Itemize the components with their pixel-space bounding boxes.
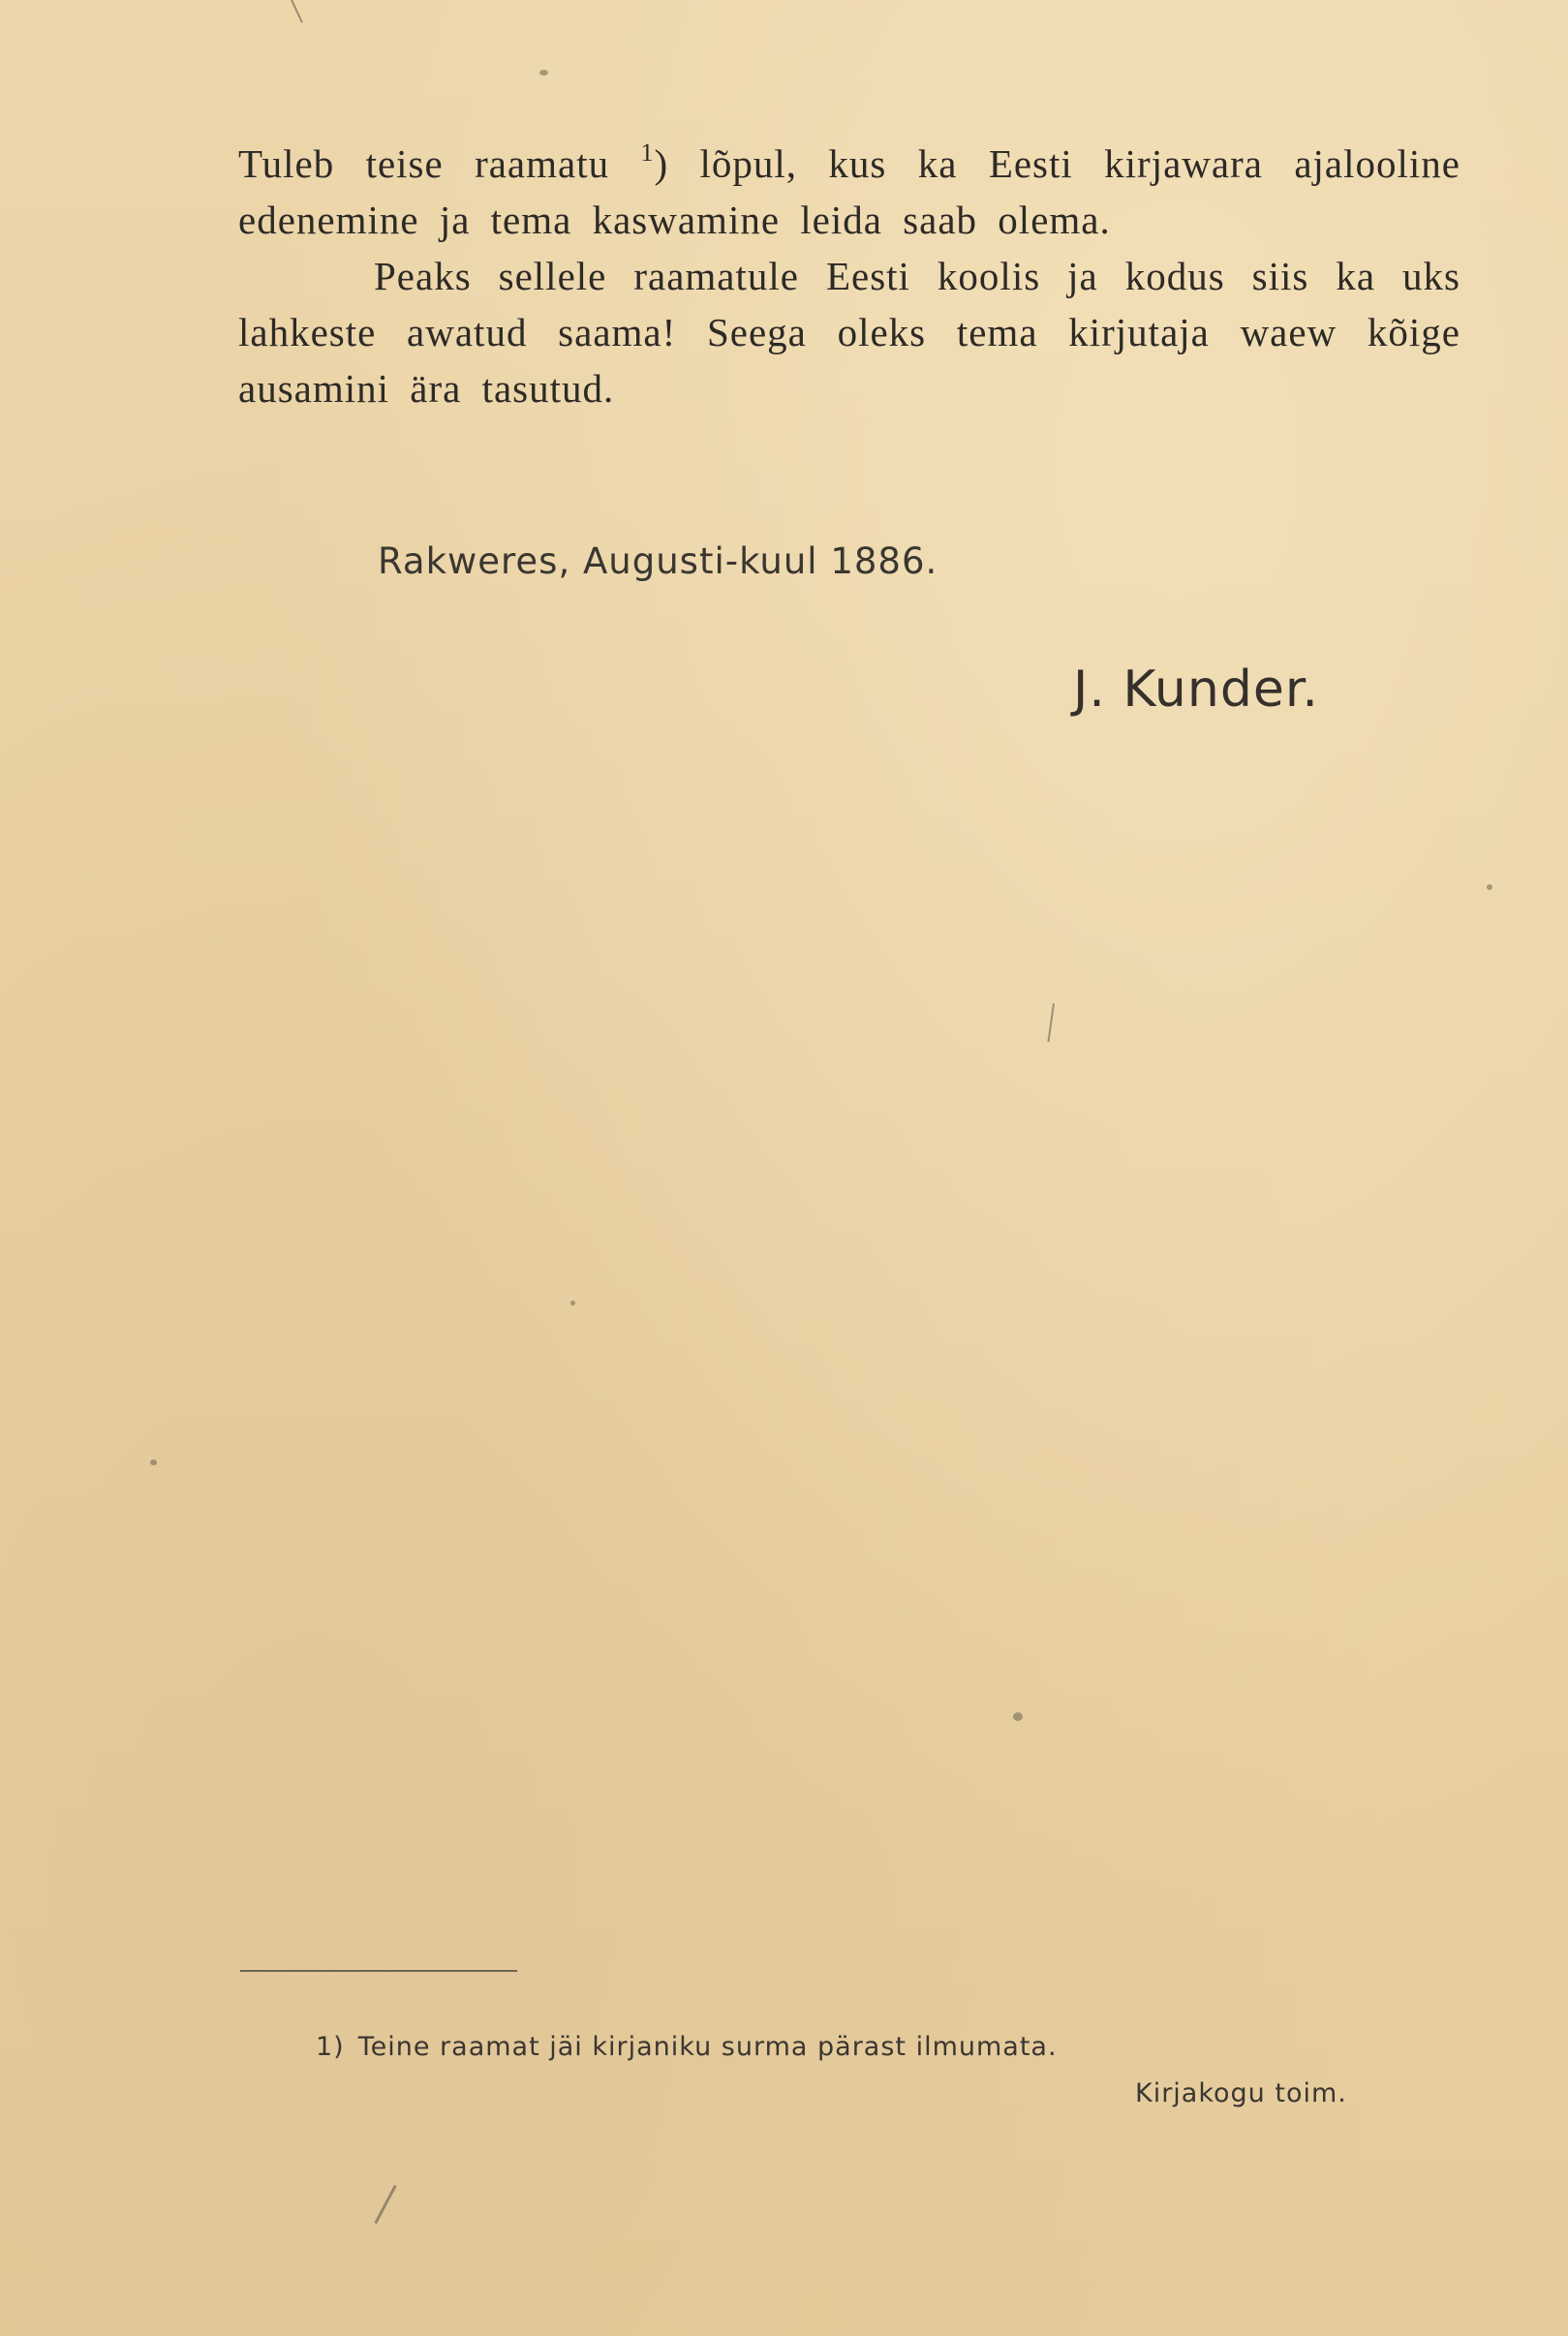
footnote-credit: Kirjakogu toim. — [1135, 2078, 1347, 2108]
footnote-reference: 1 — [640, 138, 655, 168]
footnote-text: Teine raamat jäi kirjaniku surma pärast ilmumata. — [357, 2032, 1058, 2062]
paragraph-1-start: Tuleb teise raamatu — [238, 141, 610, 186]
paper-speck — [539, 70, 548, 76]
footnote-divider — [240, 1970, 517, 1972]
paper-scratch — [1047, 1003, 1055, 1042]
paper-speck — [1487, 884, 1492, 890]
place-date: Rakweres, Augusti-kuul 1886. — [378, 540, 938, 582]
paper-scratch — [291, 0, 303, 23]
footnote — [316, 2032, 1058, 2062]
paragraph-1-end: ) lõpul, kus ka Eesti kirjawara ajalooline edenemine ja tema kaswamine leida saab olema. — [238, 141, 1460, 242]
paragraph-1 — [238, 136, 1460, 248]
bleed-through-texture — [238, 659, 1468, 1155]
paper-speck — [1013, 1712, 1023, 1721]
author-signature: J. Kunder. — [1073, 661, 1319, 719]
paper-scratch — [374, 2185, 396, 2224]
footnote-mark: 1) — [316, 2032, 345, 2062]
paper-speck — [570, 1301, 575, 1306]
paper-speck — [150, 1460, 157, 1465]
body-text — [238, 136, 1460, 416]
paragraph-2: Peaks sellele raamatule Eesti koolis ja kodus siis ka uks lahkeste awatud saama! Seega oleks tema kirjutaja waew kõige ausamini ära tasutud. — [238, 254, 1460, 411]
